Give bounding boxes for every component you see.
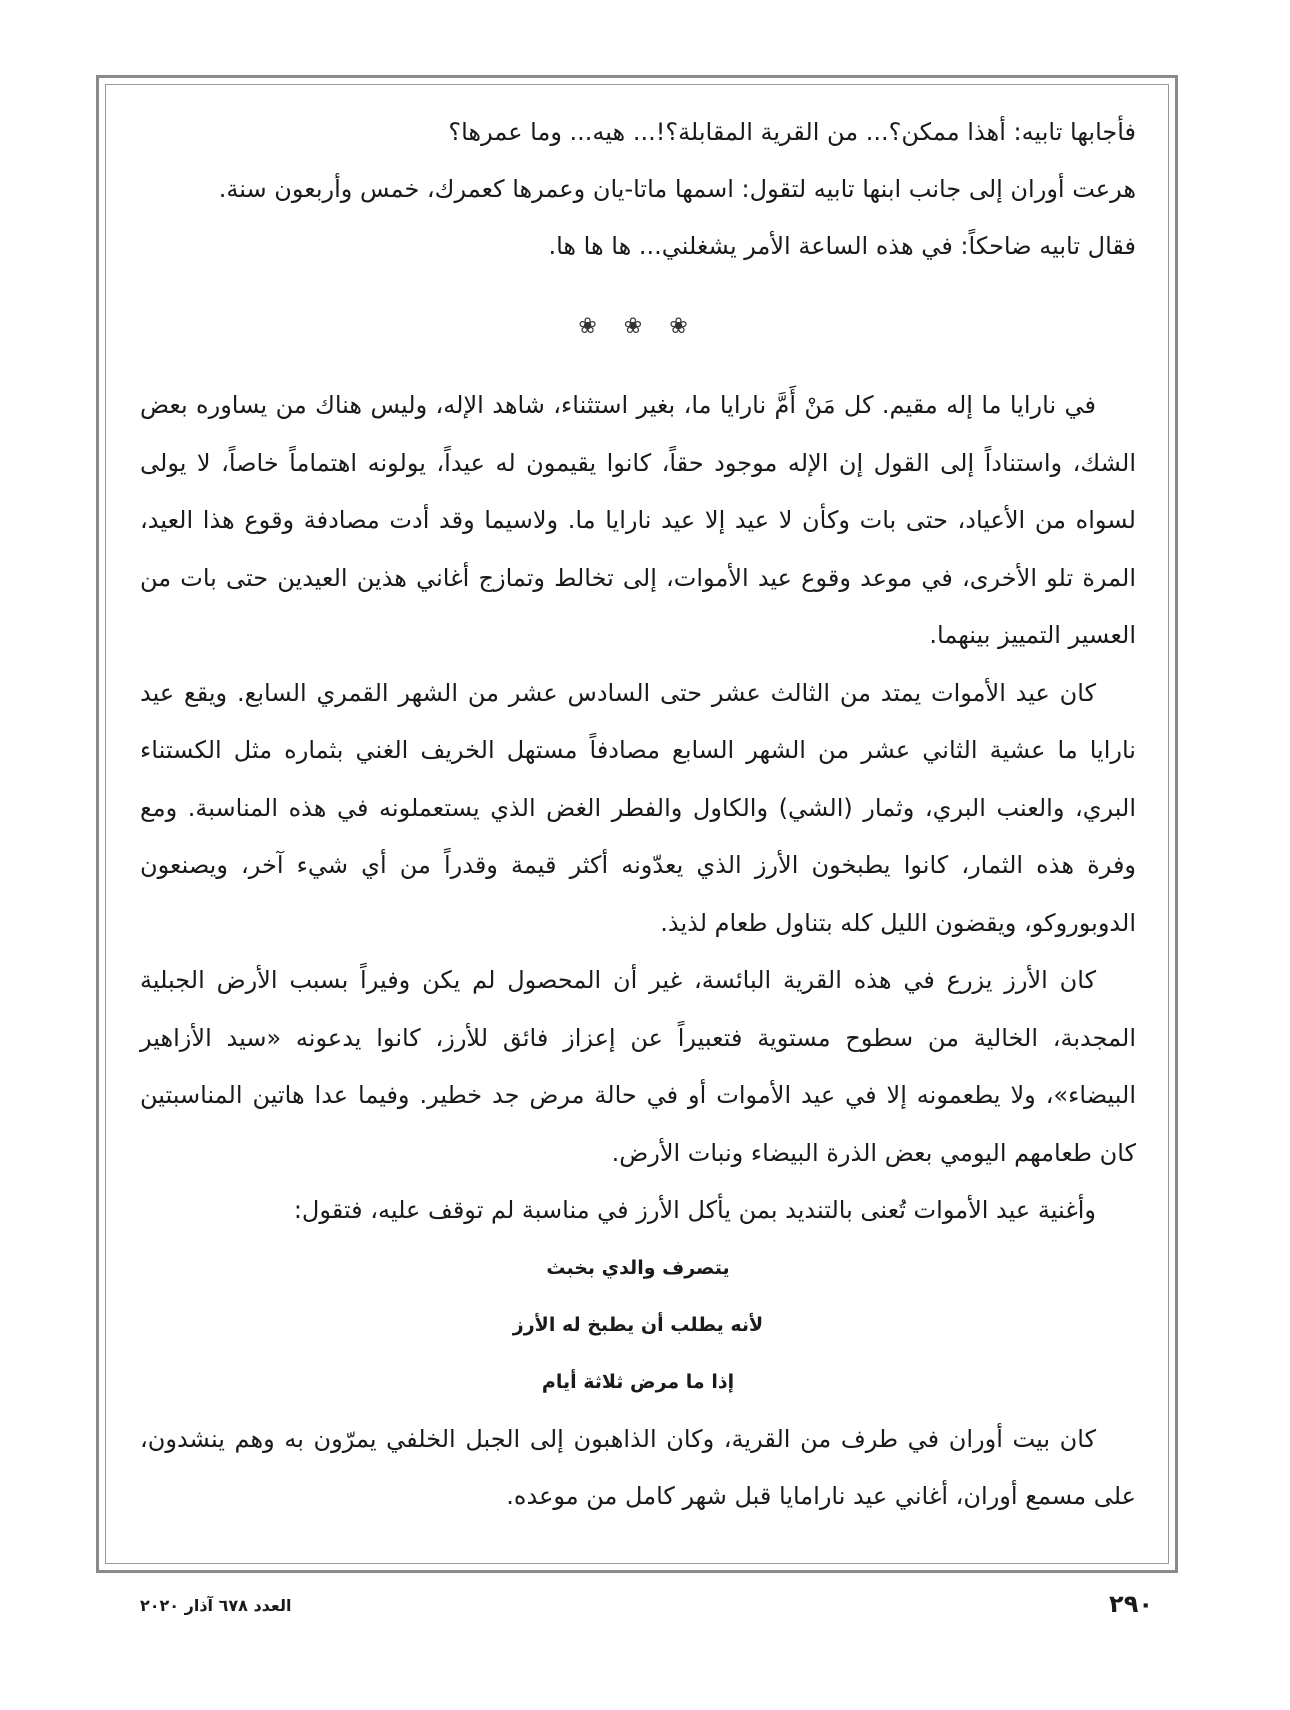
dialogue-line: فقال تابيه ضاحكاً: في هذه الساعة الأمر يشغلني... ها ها ها.	[548, 232, 1136, 260]
article-body	[140, 104, 1136, 1526]
paragraph: في نارايا ما إله مقيم. كل مَنْ أَمَّ نارايا ما، بغير استثناء، شاهد الإله، وليس هناك من يساوره بعض الشك، واستناداً إلى القول إن الإله موجود حقاً، كانوا يقيمون له عيداً، يولونه اهتماماً خاصاً، لا يولى لسواه من الأعياد، حتى بات وكأن لا عيد إلا عيد نارايا ما. ولاسيما وقد أدت مصادفة وقوع هذا العيد، المرة تلو الأخرى، في موعد وقوع عيد الأموات، إلى تخالط وتمازج أغاني هذين العيدين حتى بات من العسير التمييز بينهما.	[140, 391, 1136, 649]
poem-line: لأنه يطلب أن يطبخ له الأرز	[512, 1313, 764, 1336]
page-number: ٢٩٠	[1109, 1590, 1153, 1618]
page-footer	[0, 1590, 1290, 1630]
paragraph: كان عيد الأموات يمتد من الثالث عشر حتى السادس عشر من الشهر القمري السابع. ويقع عيد نارايا ما عشية الثاني عشر من الشهر السابع مصادفاً مستهل الخريف الغني بثماره مثل الكستناء البري، والعنب البري، وثمار (الشي) والكاول والفطر الغض الذي يستعملونه في هذه المناسبة. ومع وفرة هذه الثمار، كانوا يطبخون الأرز الذي يعدّونه أكثر قيمة وقدراً من أي شيء آخر، ويصنعون الدوبوروكو، ويقضون الليل كله بتناول طعام لذيذ.	[140, 678, 1136, 937]
paragraph: كان الأرز يزرع في هذه القرية البائسة، غير أن المحصول لم يكن وفيراً بسبب الأرض الجبلية المجدبة، الخالية من سطوح مستوية فتعبيراً عن إعزاز فائق للأرز، كانوا يدعونه «سيد الأزاهير البيضاء»، ولا يطعمونه إلا في عيد الأموات أو في حالة مرض جد خطير. وفيما عدا هاتين المناسبتين كان طعامهم اليومي بعض الذرة البيضاء ونبات الأرض.	[140, 966, 1136, 1167]
poem-line: يتصرف والدي بخبث	[546, 1256, 730, 1279]
issue-info: العدد ٦٧٨ آذار ٢٠٢٠	[140, 1596, 292, 1615]
dialogue-line: هرعت أوران إلى جانب ابنها تابيه لتقول: اسمها ماتا-يان وعمرها كعمرك، خمس وأربعون سنة.	[218, 175, 1136, 203]
dialogue-line: فأجابها تابيه: أهذا ممكن؟... من القرية المقابلة؟!... هيه... وما عمرها؟	[448, 118, 1136, 146]
section-separator: ❀ ❀ ❀	[578, 314, 698, 339]
paragraph: كان بيت أوران في طرف من القرية، وكان الذاهبون إلى الجبل الخلفي يمرّون به وهم ينشدون، على مسمع أوران، أغاني عيد نارامايا قبل شهر كامل من موعده.	[140, 1424, 1136, 1510]
poem-line: إذا ما مرض ثلاثة أيام	[541, 1370, 735, 1393]
paragraph: وأغنية عيد الأموات تُعنى بالتنديد بمن يأكل الأرز في مناسبة لم توقف عليه، فتقول:	[293, 1196, 1096, 1224]
